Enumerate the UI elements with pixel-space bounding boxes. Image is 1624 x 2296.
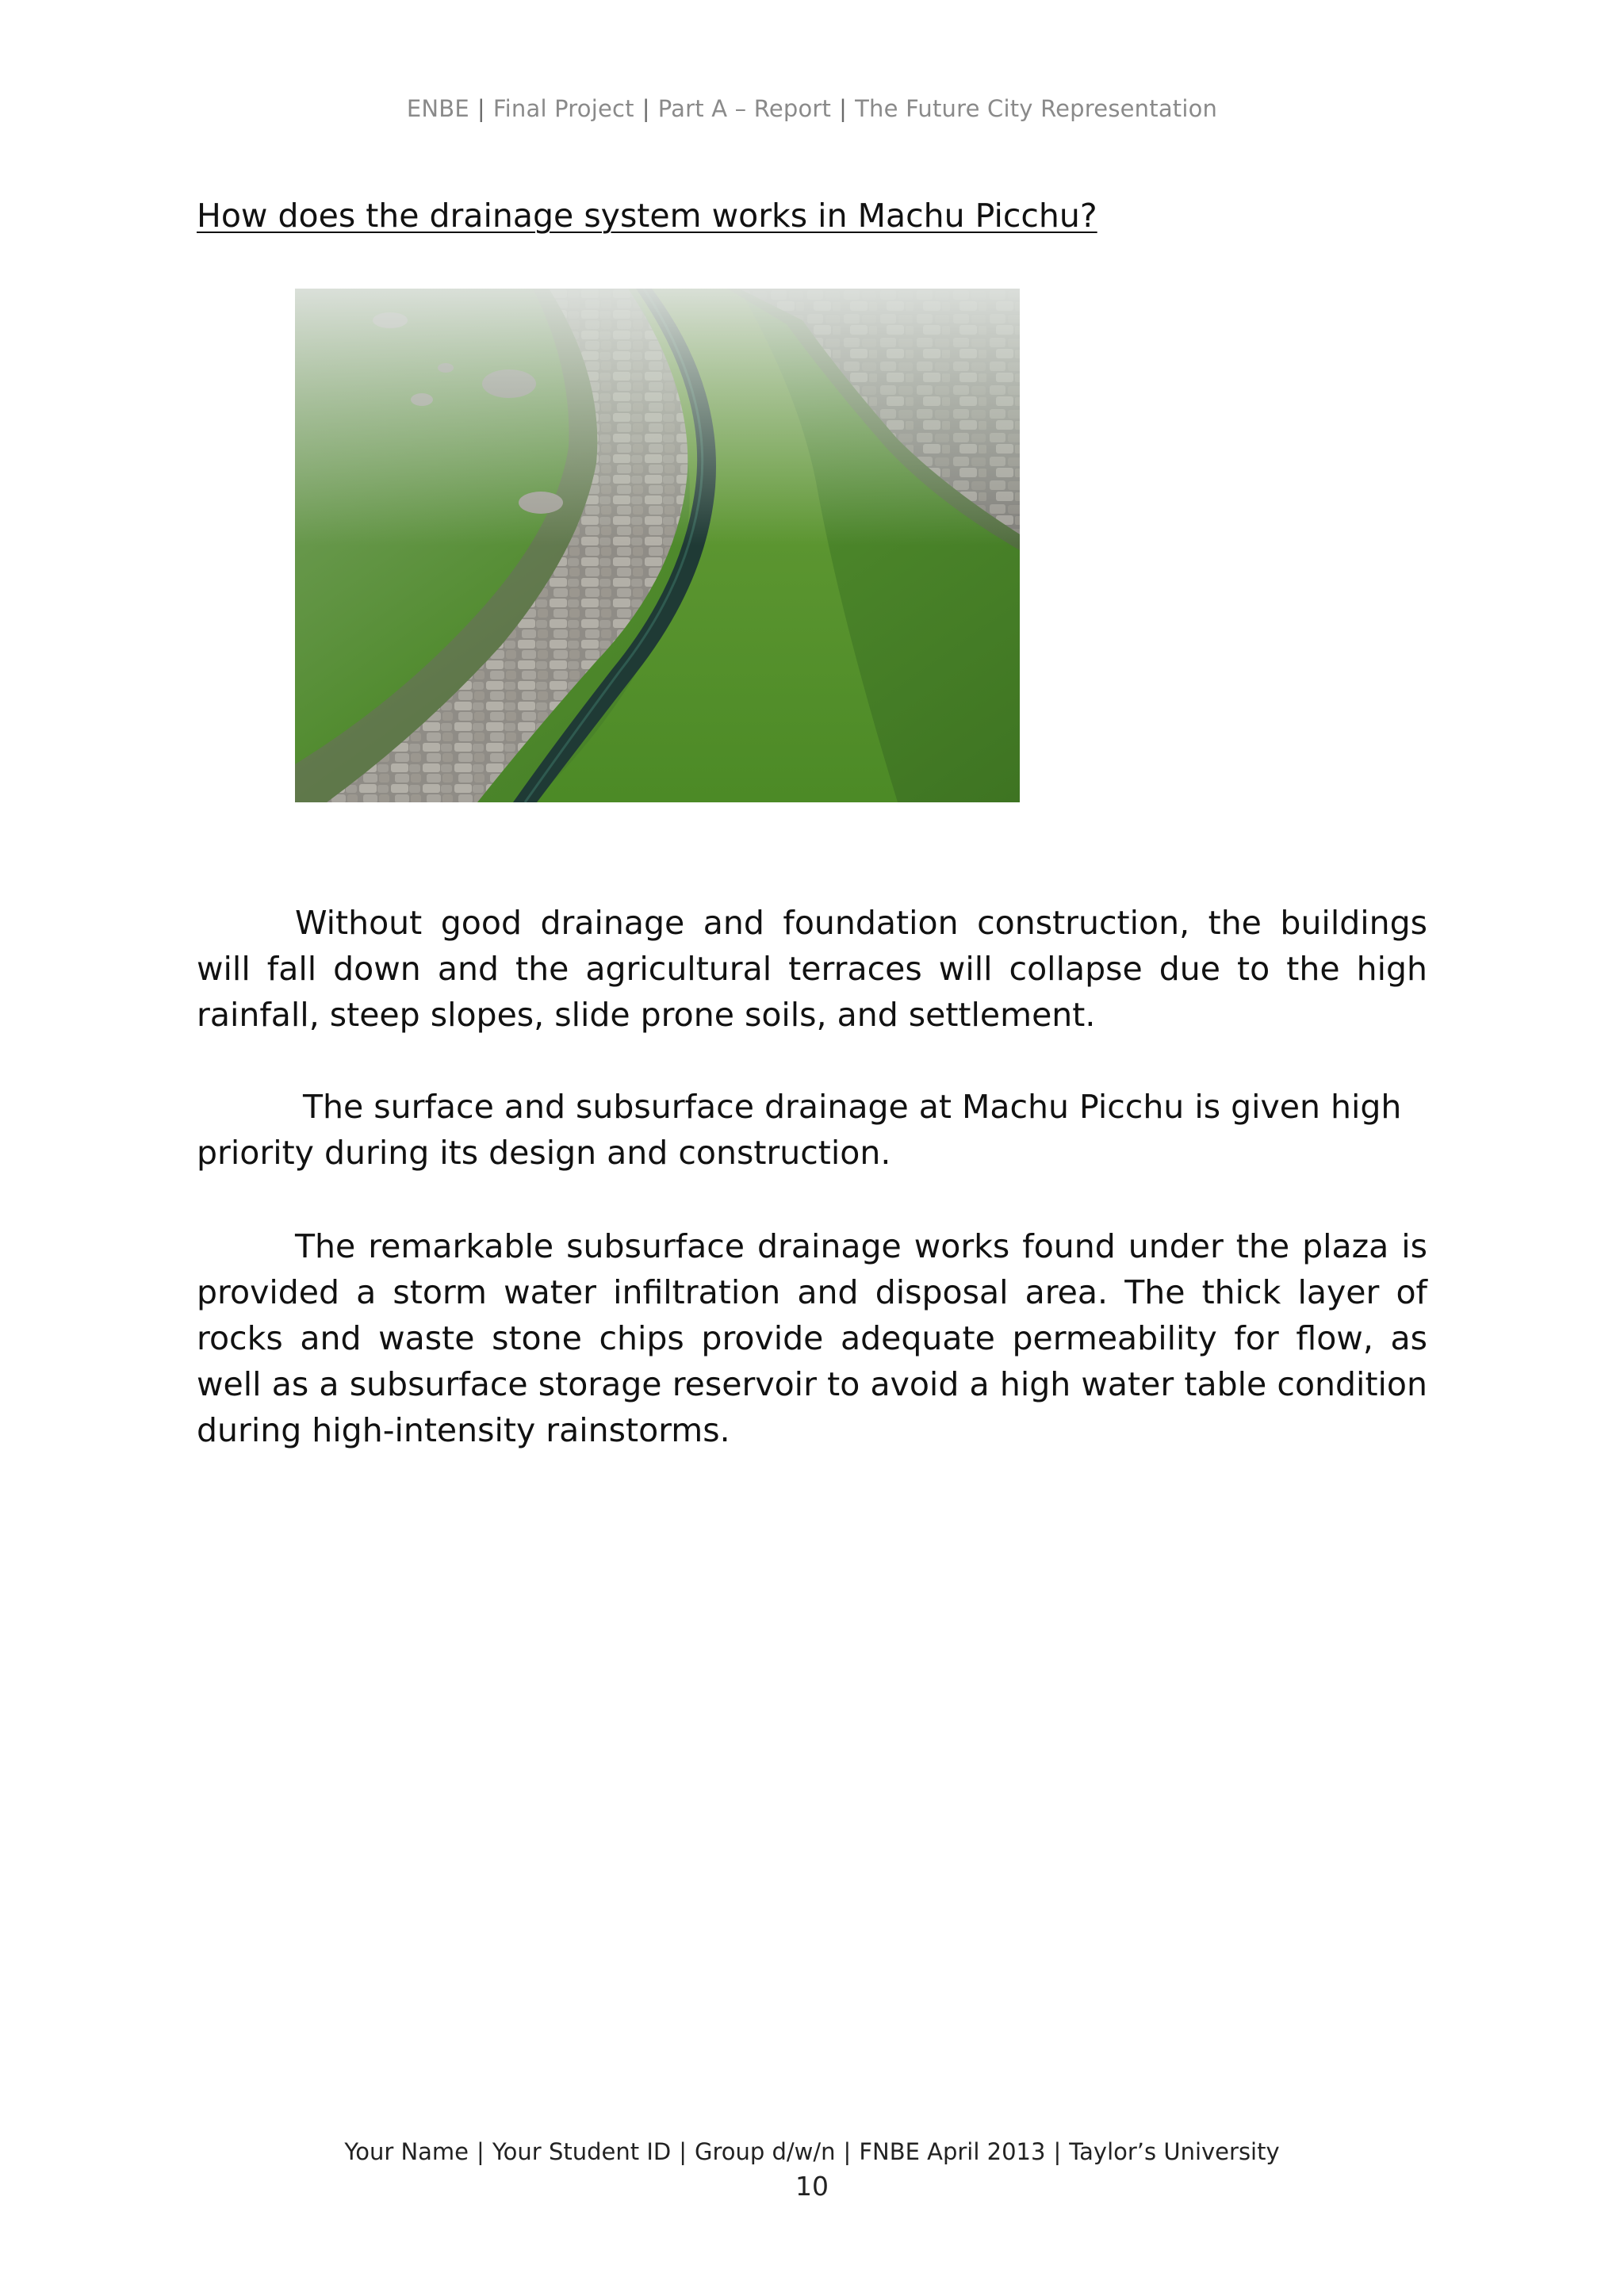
header-topic: The Future City Representation	[855, 95, 1218, 122]
drainage-channel-photo	[295, 289, 1020, 802]
footer-separator: |	[679, 2138, 687, 2165]
header-separator: |	[642, 95, 650, 122]
footer-separator: |	[477, 2138, 485, 2165]
page-footer	[0, 2138, 1624, 2165]
footer-name: Your Name	[344, 2138, 469, 2165]
header-separator: |	[477, 95, 485, 122]
section-title: How does the drainage system works in Machu Picchu?	[197, 197, 1097, 235]
paragraph-drainage-importance: Without good drainage and foundation construction, the buildings will fall down and the agricultural terraces will collapse due to the high rainfall, steep slopes, slide prone soils, and settlement.	[197, 904, 1427, 1034]
footer-university: Taylor’s University	[1069, 2138, 1280, 2165]
footer-separator: |	[1053, 2138, 1062, 2165]
footer-intake: FNBE April 2013	[859, 2138, 1046, 2165]
paragraph-subsurface-drainage: The remarkable subsurface drainage works found under the plaza is provided a storm water infiltration and disposal area. The thick layer of rocks and waste stone chips provide adequate permeability for flow, as well as a subsurface storage reservoir to avoid a high water table condition during high-intensity rainstorms.	[197, 1227, 1427, 1449]
footer-separator: |	[843, 2138, 852, 2165]
header-project: Final Project	[492, 95, 634, 122]
footer-student-id: Your Student ID	[492, 2138, 672, 2165]
page-number: 10	[795, 2171, 829, 2202]
header-separator: |	[839, 95, 848, 122]
page-header	[0, 95, 1624, 122]
header-part: Part A – Report	[657, 95, 832, 122]
footer-group: Group d/w/n	[694, 2138, 836, 2165]
header-course: ENBE	[406, 95, 469, 122]
paragraph-drainage-priority: The surface and subsurface drainage at Machu Picchu is given high priority during its design and construction.	[197, 1088, 1402, 1172]
